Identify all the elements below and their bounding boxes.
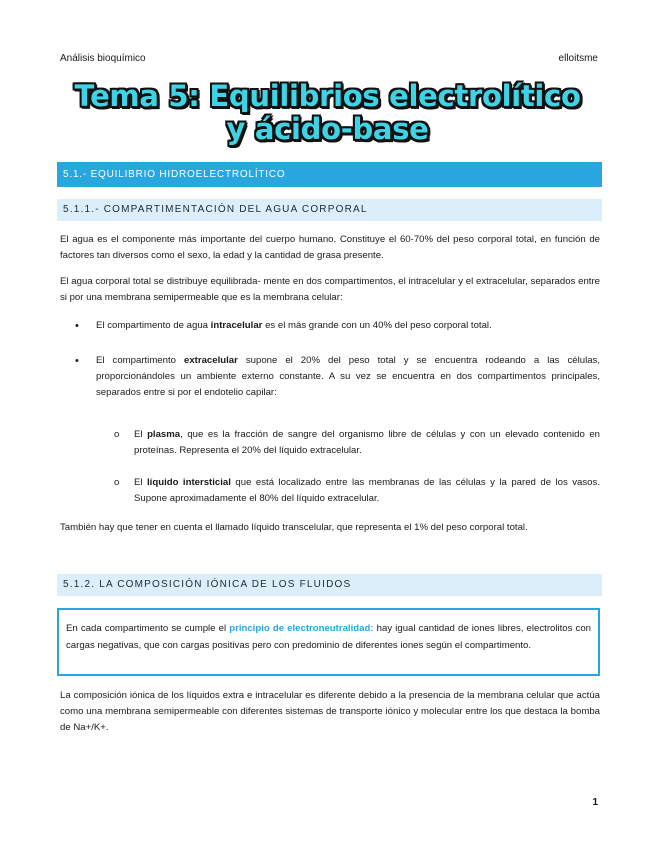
page-number: 1 [592,797,598,808]
bullet-text: El compartimento de agua [96,320,211,331]
bullet-text: , que es la fracción de sangre del organismo libre de células y con un elevado contenido en proteínas. Representa el 20% del líquido extracelular. [134,429,600,456]
document-title [0,80,655,146]
bullet-bold-term: líquido intersticial [147,477,231,488]
callout-text: En cada compartimento se cumple el [66,623,230,634]
header-subject: Análisis bioquímico [60,53,146,64]
paragraph-composicion-ionica: La composición iónica de los líquidos extra e intracelular es diferente debido a la presencia de la membrana celular que actúa como una membrana semipermeable con diferentes sistemas de transporte iónico y molecular entre los que destaca la bomba de Na+/K+. [60,690,600,733]
bullet-mark: • [75,320,79,332]
list-item-intracelular [75,318,600,334]
bullet-mark: o [114,429,120,440]
bullet-text: El [134,429,148,440]
title-line-1: Tema 5: Equilibrios electrolítico [74,79,581,113]
bullet-text: que está localizado entre las membranas de las células y la pared de los vasos. Supone aproximadamente el 80% del líquido extracelular. [134,477,600,504]
subsection-heading-5-1-1: 5.1.1.- COMPARTIMENTACIÓN DEL AGUA CORPORAL [57,199,602,221]
paragraph-agua-componente: El agua es el componente más importante del cuerpo humano. Constituye el 60-70% del peso corporal total, en función de factores tan diversos como el sexo, la edad y la cantidad de grasa presente. [60,234,600,261]
callout-highlight-term: principio de electroneutralidad: [229,623,374,634]
paragraph-liquido-transcelular: También hay que tener en cuenta el llamado líquido transcelular, que representa el 1% del peso corporal total. [60,522,528,533]
bullet-bold-term: plasma [147,429,181,440]
bullet-bold-term: intracelular [210,320,263,331]
bullet-text: supone el 20% del peso total y se encuentra rodeando a las células, proporcionándoles un ambiente externo constante. A su vez se encuentra en dos compartimentos principales, separados entre si por el endotelio capilar: [96,355,600,398]
bullet-mark: o [114,477,120,488]
bullet-text: El compartimento [96,355,184,366]
bullet-mark: • [75,355,79,367]
title-line-2: y ácido-base [226,112,429,146]
callout-text: hay igual cantidad de iones libres, electrolitos con cargas negativas, que con cargas positivas pero con predominio de diferentes iones según el compartimento. [66,623,591,651]
bullet-text: es el más grande con un 40% del peso corporal total. [262,320,492,331]
header-author: elloitsme [558,53,598,64]
list-item-liquido-intersticial [114,475,600,507]
bullet-text: El [134,477,148,488]
paragraph-agua-distribucion: El agua corporal total se distribuye equilibrada- mente en dos compartimentos, el intracelular y el extracelular, separados entre si por una membrana semipermeable que es la membrana celular: [60,276,600,303]
bullet-bold-term: extracelular [183,355,238,366]
section-heading-5-1: 5.1.- EQUILIBRIO HIDROELECTROLÍTICO [57,162,602,187]
subsection-heading-5-1-2: 5.1.2. LA COMPOSICIÓN IÓNICA DE LOS FLUIDOS [57,574,602,596]
list-item-plasma [114,427,600,459]
list-item-extracelular [75,353,600,401]
callout-electroneutralidad [57,608,600,676]
